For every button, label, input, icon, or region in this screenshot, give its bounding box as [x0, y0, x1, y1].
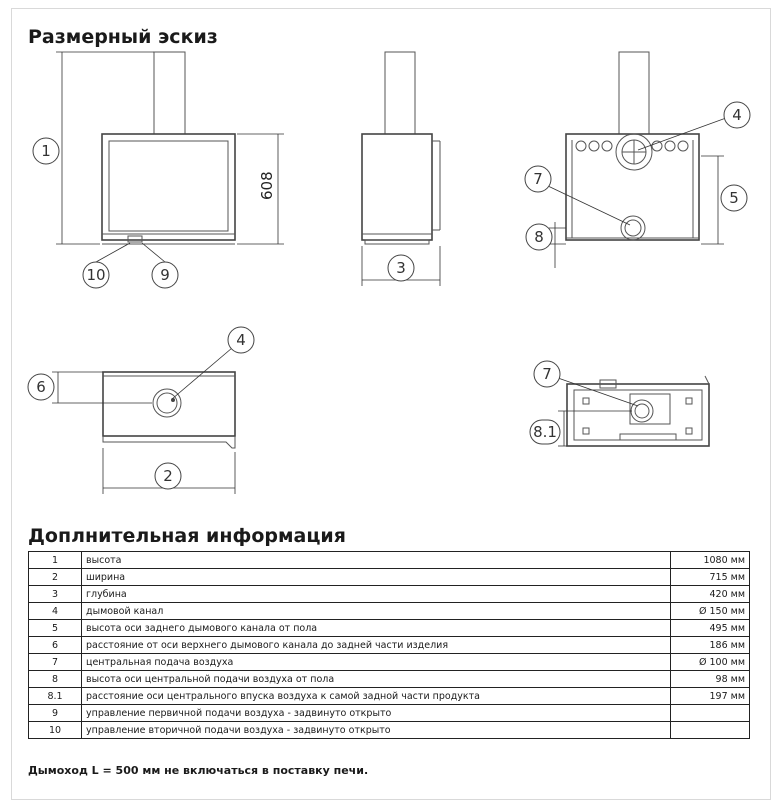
bottom-stove-body	[567, 384, 709, 446]
cell-n: 2	[29, 569, 82, 586]
side-view	[362, 52, 440, 286]
cell-label: высота	[82, 552, 671, 569]
cell-n: 10	[29, 722, 82, 739]
table-row	[29, 552, 750, 569]
cell-label: ширина	[82, 569, 671, 586]
cell-label: управление первичной подачи воздуха - задвинуто открыто	[82, 705, 671, 722]
table-row	[29, 722, 750, 739]
svg-text:10: 10	[86, 266, 106, 284]
top-view	[28, 327, 254, 494]
rear-chimney-pipe	[619, 52, 649, 134]
front-stove-body	[102, 134, 235, 240]
side-stove-body	[362, 134, 432, 240]
svg-text:7: 7	[542, 365, 552, 383]
table-row	[29, 569, 750, 586]
cell-n: 5	[29, 620, 82, 637]
svg-text:7: 7	[533, 170, 543, 188]
cell-n: 9	[29, 705, 82, 722]
cell-value: 186 мм	[671, 637, 750, 654]
cell-n: 8.1	[29, 688, 82, 705]
bottom-air-inlet	[631, 400, 653, 422]
svg-text:9: 9	[160, 266, 170, 284]
top-stove-body	[103, 372, 235, 436]
bottom-view	[530, 361, 709, 446]
cell-label: высота оси центральной подачи воздуха от пола	[82, 671, 671, 688]
table-row	[29, 637, 750, 654]
cell-label: дымовой канал	[82, 603, 671, 620]
cell-n: 3	[29, 586, 82, 603]
cell-value: 495 мм	[671, 620, 750, 637]
front-view	[33, 52, 284, 288]
svg-text:8.1: 8.1	[533, 423, 557, 441]
cell-label: расстояние оси центрального впуска воздуха к самой задной части продукта	[82, 688, 671, 705]
cell-value: 1080 мм	[671, 552, 750, 569]
spec-table	[28, 551, 750, 739]
svg-text:6: 6	[36, 378, 46, 396]
front-chimney-pipe	[154, 52, 185, 134]
cell-value: 98 мм	[671, 671, 750, 688]
table-row	[29, 603, 750, 620]
svg-text:1: 1	[41, 142, 51, 160]
cell-value	[671, 705, 750, 722]
svg-text:3: 3	[396, 259, 406, 277]
cell-label: глубина	[82, 586, 671, 603]
table-row	[29, 671, 750, 688]
cell-n: 6	[29, 637, 82, 654]
info-title: Доплнительная информация	[28, 525, 346, 547]
svg-text:8: 8	[534, 228, 544, 246]
cell-value: 197 мм	[671, 688, 750, 705]
front-glass-door	[109, 141, 228, 231]
sketch-title: Размерный эскиз	[28, 26, 218, 48]
cell-value: Ø 100 мм	[671, 654, 750, 671]
table-row	[29, 654, 750, 671]
side-chimney-pipe	[385, 52, 415, 134]
svg-text:4: 4	[732, 106, 742, 124]
cell-value: 420 мм	[671, 586, 750, 603]
cell-value: Ø 150 мм	[671, 603, 750, 620]
front-height-label: 608	[258, 171, 276, 200]
cell-value	[671, 722, 750, 739]
table-row	[29, 705, 750, 722]
cell-label: управление вторичной подачи воздуха - задвинуто открыто	[82, 722, 671, 739]
cell-n: 7	[29, 654, 82, 671]
svg-text:5: 5	[729, 189, 739, 207]
cell-n: 4	[29, 603, 82, 620]
cell-label: высота оси заднего дымового канала от пола	[82, 620, 671, 637]
svg-text:4: 4	[236, 331, 246, 349]
cell-label: центральная подача воздуха	[82, 654, 671, 671]
svg-text:2: 2	[163, 467, 173, 485]
table-row	[29, 688, 750, 705]
table-row	[29, 620, 750, 637]
rear-view	[525, 52, 750, 268]
rear-stove-body	[566, 134, 699, 240]
cell-n: 1	[29, 552, 82, 569]
cell-label: расстояние от оси верхнего дымового канала до задней части изделия	[82, 637, 671, 654]
chimney-note: Дымоход L = 500 мм не включаться в поставку печи.	[28, 764, 369, 777]
cell-value: 715 мм	[671, 569, 750, 586]
table-row	[29, 586, 750, 603]
cell-n: 8	[29, 671, 82, 688]
